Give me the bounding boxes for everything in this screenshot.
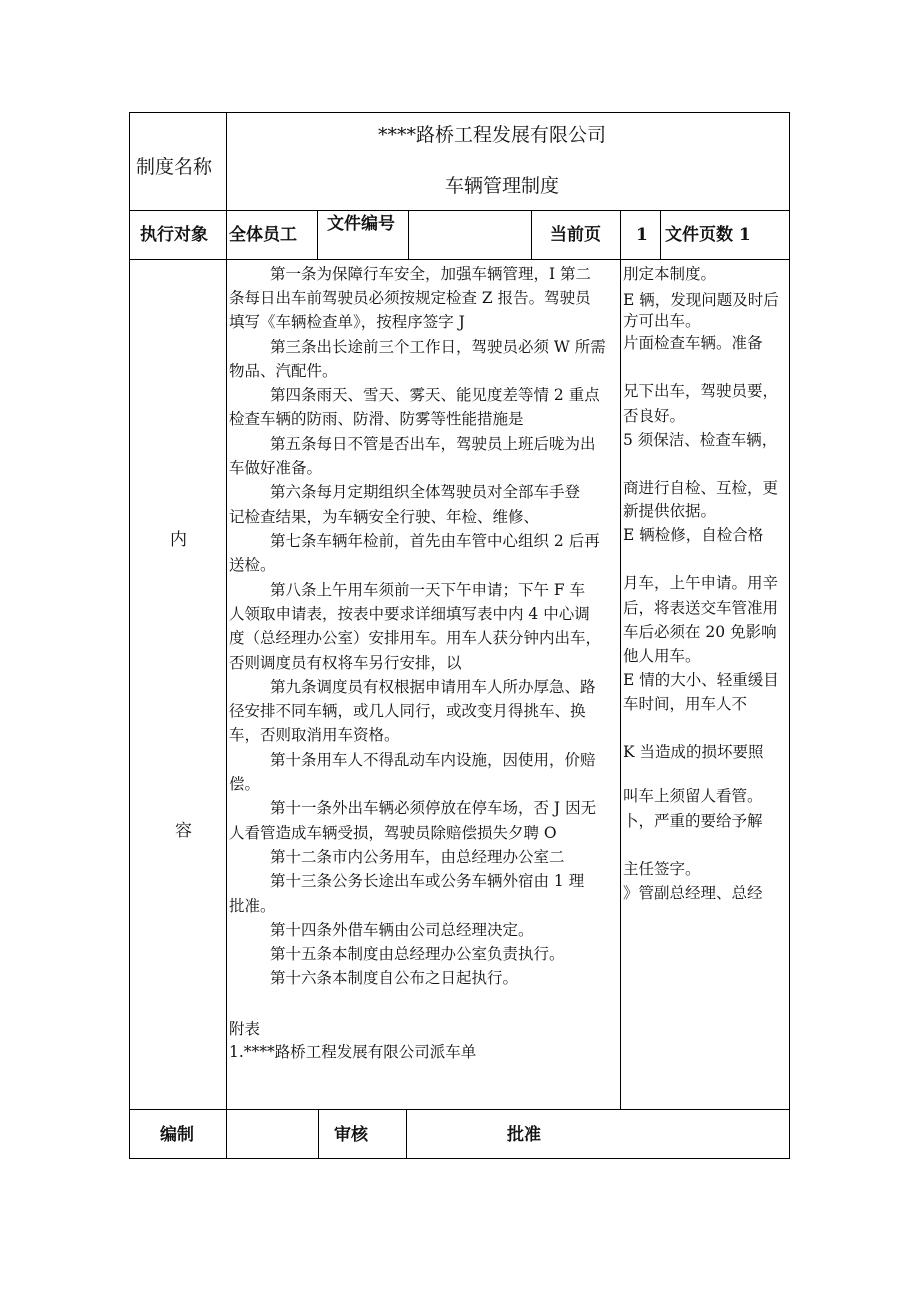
side-line: E 辆，发现问题及时后 [623, 291, 779, 309]
main-line: 第五条每日不管是否出车，驾驶员上班后咙为出 [270, 435, 596, 453]
table-divider-total [660, 210, 661, 260]
company-name: ****路桥工程发展有限公司 [378, 124, 607, 146]
main-line: 第一条为保障行车安全，加强车辆管理，I 第二 [270, 265, 592, 283]
main-line: 记检查结果，为车辆安全行驶、年检、维修、 [229, 508, 540, 526]
attachment-label: 附表 [229, 1020, 261, 1038]
main-line: 第十五条本制度由总经理办公室负责执行。 [270, 945, 565, 963]
side-line: 卜，严重的要给予解 [623, 812, 763, 830]
main-line: 条每日出车前驾驶员必须按规定检查 Z 报告。驾驶员 [229, 289, 591, 307]
side-line: 商进行自检、互检，更 [623, 479, 779, 497]
review-label: 审核 [334, 1125, 368, 1145]
table-divider-header [129, 210, 790, 211]
total-pages-label: 文件页数 1 [665, 225, 751, 245]
table-border-right [789, 112, 790, 1159]
name-label: 制度名称 [136, 156, 213, 178]
main-line: 第十三条公务长途出车或公务车辆外宿由 1 理 [270, 872, 585, 890]
side-line: 片面检查车辆。准备 [623, 334, 763, 352]
table-divider-curpage [531, 210, 532, 260]
attachment-item: 1.****路桥工程发展有限公司派车单 [229, 1043, 477, 1061]
side-line: 刖定本制度。 [623, 265, 717, 283]
main-line: 批准。 [229, 897, 276, 915]
side-line: 5 须保洁、检查车辆， [623, 431, 778, 449]
side-line: 主任签字。 [623, 860, 701, 878]
main-line: 人领取申请表，按表中要求详细填写表中内 4 中心调 [229, 605, 590, 623]
compile-label: 编制 [160, 1125, 194, 1145]
current-page-label: 当前页 [550, 225, 601, 245]
side-line: 月车，上午申请。用辛 [623, 574, 779, 592]
main-line: 否则调度员有权将车另行安排，以 [229, 654, 462, 672]
main-line: 填写《车辆检查单》，按程序签字 J [229, 313, 465, 331]
content-label-top: 内 [170, 530, 187, 550]
main-line: 偿。 [229, 775, 261, 793]
side-line: K 当造成的损坏要照 [623, 743, 764, 761]
table-divider-footer-2 [406, 1109, 407, 1159]
side-line: 新提供依据。 [623, 502, 717, 520]
main-line: 第四条雨天、雪天、雾天、能见度差等情 2 重点 [270, 386, 600, 404]
side-line: 车时间，用车人不 [623, 695, 748, 713]
side-line: 叫车上须留人看管。 [623, 787, 763, 805]
main-line: 送检。 [229, 556, 276, 574]
main-line: 度（总经理办公室）安排用车。用车人获分钟内出车， [229, 629, 602, 647]
main-line: 第十四条外借车辆由公司总经理决定。 [270, 921, 534, 939]
side-line: 》管副总经理、总经 [623, 884, 763, 902]
current-page-value: 1 [636, 225, 648, 245]
side-line: E 辆检修，自检合格 [623, 526, 764, 544]
table-divider-fileno [317, 210, 318, 260]
side-line: 否良好。 [623, 407, 686, 425]
table-divider-label-col [226, 112, 227, 1159]
table-border-top [129, 112, 790, 113]
main-line: 第三条出长途前三个工作日，驾驶员必须 W 所需 [270, 338, 606, 356]
table-border-bottom [129, 1158, 790, 1159]
main-line: 第十一条外出车辆必须停放在停车场，否 J 因无 [270, 799, 597, 817]
side-line: 兄下出车，驾驶员要， [623, 382, 779, 400]
table-divider-pageno [620, 210, 621, 1110]
table-divider-content [129, 1109, 790, 1110]
main-line: 第七条车辆年检前，首先由车管中心组织 2 后再 [270, 532, 600, 550]
main-line: 车做好准备。 [229, 459, 323, 477]
file-number-label: 文件编号 [327, 214, 395, 234]
content-label-bottom: 容 [175, 821, 192, 841]
side-line: 方可出车。 [623, 312, 701, 330]
document-title: 车辆管理制度 [445, 175, 560, 197]
side-line: E 情的大小、轻重缓目 [623, 671, 779, 689]
main-line: 检查车辆的防雨、防滑、防雾等性能措施是 [229, 410, 524, 428]
main-line: 人看管造成车辆受损，驾驶员除赔偿损失夕聘 O [229, 824, 557, 842]
main-line: 物品、汽配件。 [229, 362, 338, 380]
approve-label: 批准 [507, 1125, 541, 1145]
main-line: 径安排不同车辆，或几人同行，或改变月得挑车、换 [229, 702, 586, 720]
target-value: 全体员工 [229, 225, 297, 245]
side-line: 车后必须在 20 免影响 [623, 623, 777, 641]
main-line: 第六条每月定期组织全体驾驶员对全部车手登 [270, 483, 581, 501]
table-divider-info [129, 259, 790, 260]
target-label: 执行对象 [140, 225, 208, 245]
table-divider-footer-1 [318, 1109, 319, 1159]
table-border-left [129, 112, 130, 1159]
main-line: 第八条上午用车须前一天下午申请；下午 F 车 [270, 581, 586, 599]
side-line: 他人用车。 [623, 647, 701, 665]
main-line: 第十二条市内公务用车，由总经理办公室二 [270, 848, 565, 866]
main-line: 第九条调度员有权根据申请用车人所办厚急、路 [270, 678, 596, 696]
main-line: 第十条用车人不得乱动车内设施，因使用，价赔 [270, 751, 596, 769]
side-line: 后，将表送交车管准用 [623, 599, 779, 617]
main-line: 第十六条本制度自公布之日起执行。 [270, 969, 519, 987]
main-line: 车，否则取消用车资格。 [229, 726, 400, 744]
table-divider-fileno-value [408, 210, 409, 260]
